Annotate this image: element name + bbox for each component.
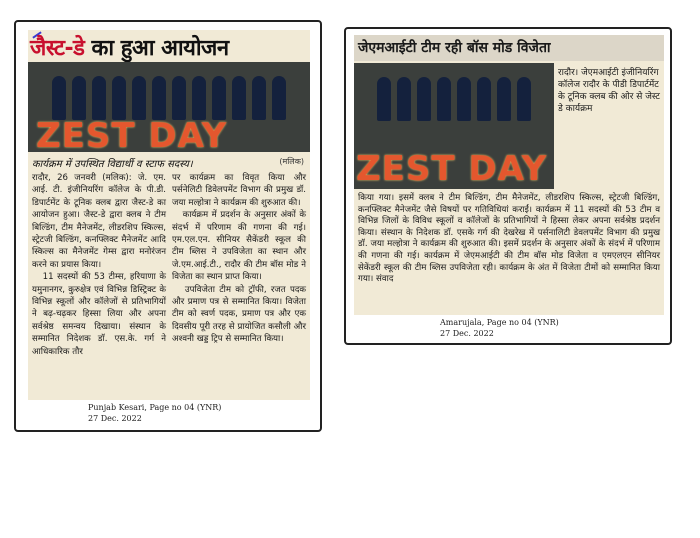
group-of-students (354, 69, 554, 129)
photo-caption: कार्यक्रम में उपस्थित विद्यार्थी व स्टाफ सदस्य। (32, 159, 193, 170)
newspaper-clipping-amarujala (344, 27, 672, 345)
event-photo (28, 62, 310, 152)
zest-day-banner: ZEST DAY (356, 149, 548, 189)
source-label (440, 317, 559, 339)
source-date: 27 Dec. 2022 (88, 414, 142, 423)
source-label (88, 402, 221, 424)
source-name: Punjab Kesari, Page no 04 (YNR) (88, 403, 222, 412)
event-photo (354, 63, 554, 189)
zest-day-banner: ZEST DAY (36, 116, 228, 152)
clipping-headline: जेएमआईटी टीम रही बॉस मोड विजेता (354, 35, 664, 61)
article-column-2: पर कार्यक्रम का विवृत किया और पर्सनेलिटी डिवेलपमेंट विभाग की प्रमुख डॉ. जया मल्होत्रा ने कार्यक्रम की शुरुआत की। कार्यक्रम में प्रदर्शन के अनुसार अंकों के संदर्भ में परिणाम की गणना की गई। एम.एल.एन. सीनियर सैकेंडरी स्कूल की टीम ब्लिस ने उपविजेता का स्थान और जे.एम.आई.टी., रादौर की टीम बॉस मोड ने विजेता का स्थान प्राप्त किया। उपविजेता टीम को ट्रॉफी, रजत पदक और प्रमाण पत्र से सम्मानित किया। विजेता टीम को स्वर्ण पदक, प्रमाण पत्र और एक दिवसीय पूरी तरह से प्रायोजित कसौली और अश्वनी खड्ड ट्रिप से सम्मानित किया। (172, 173, 306, 345)
headline-highlight: जैस्ट-डे (30, 36, 85, 61)
photo-credit: (मलिक) (279, 157, 304, 166)
article-body: किया गया। इसमें क्लब ने टीम बिल्डिंग, टीम मैनेजमेंट, लीडरशिप स्किल्स, स्ट्रेटजी बिल्डिंग, कनफ्लिक्ट मैनेजमेंट जैसे विषयों पर गतिविधियां कराईं। कार्यक्रम में 11 सदस्यों की 53 टीम व विभिन्न जिलों के विविध स्कूलों व कॉलेजों के प्रतिभागियों ने हिस्सा लेकर अपना सर्वश्रेष्ठ प्रदर्शन किया। संस्थान के निदेशक डॉ. एसके गर्ग की देखरेख में पर्सनालिटी डेवलपमेंट विभाग की प्रमुख डॉ. जया मल्होत्रा ने कार्यक्रम की शुरुआत की। इसमें प्रदर्शन के अनुसार अंकों के संदर्भ में परिणाम की गणना की गई। कार्यक्रम में जेएमआईटी की टीम बॉस मोड विजेता व एमएलएन सीनियर सेकेंडरी स्कूल की टीम ब्लिस उपविजेता रही। कार्यक्रम के अंत में विजेता टीमों को सम्मानित किया गया। संवाद (358, 193, 663, 285)
source-name: Amarujala, Page no 04 (YNR) (440, 318, 559, 327)
headline-rest: का हुआ आयोजन (84, 36, 229, 61)
clipping-paper (28, 30, 310, 400)
clipping-headline (30, 32, 229, 62)
newspaper-clipping-punjab-kesari (14, 20, 322, 432)
article-side-text: रादौर। जेएमआईटी इंजीनियरिंग कॉलेज रादौर के पीडी डिपार्टमेंट के टूनिक क्लब की ओर से जेस्ट डे कार्यक्रम (558, 68, 663, 114)
article-column-1: रादौर, 26 जनवरी (मलिक): जे. एम. आई. टी. इंजीनियरिंग कॉलेज के पी.डी. डिपार्टमेंट के टूनिक क्लब द्वारा जैस्ट-डे का आयोजन हुआ। जैस्ट-डे द्वारा क्लब ने टीम बिल्डिंग, टीम मैनेजमेंट, लीडरशिप स्किल्स, स्ट्रेटजी बिल्डिंग, कनफ्लिक्ट मैनेजमेंट आदि स्किल्स का मैनेजमेंट गेम्स द्वारा मनोरंजन करने का प्रयास किया। 11 सदस्यों की 53 टीम्स, हरियाणा के यमुनानगर, कुरुक्षेत्र एवं विभिन्न डिस्ट्रिक्ट के विभिन्न स्कूलों और कॉलेजों से प्रतिभागियों ने बढ़-चढ़कर हिस्सा लिया और अपना सर्वश्रेष्ठ समन्वय दिखाया। संस्थान के सम्मानित निदेशक डॉ. एस.के. गर्ग ने आधिकारिक तौर (32, 173, 166, 357)
clipping-paper (354, 35, 664, 315)
source-date: 27 Dec. 2022 (440, 329, 494, 338)
